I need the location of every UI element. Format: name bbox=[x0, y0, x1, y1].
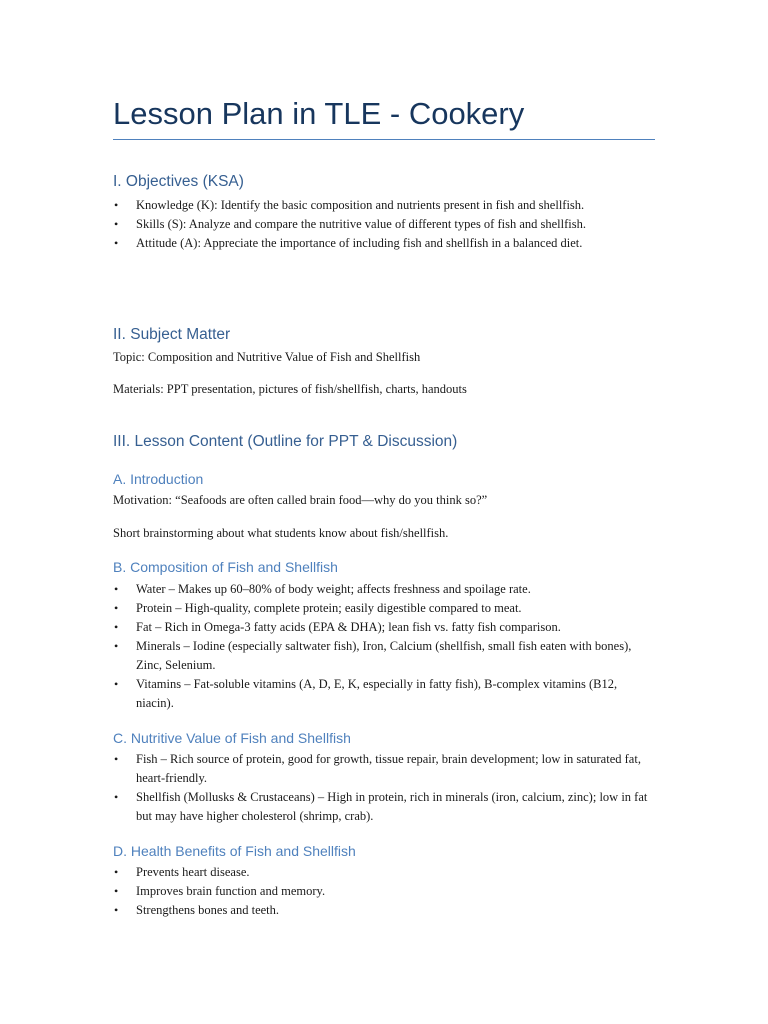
list-item: • Skills (S): Analyze and compare the nutritive value of different types of fish and shellfish. bbox=[113, 215, 655, 234]
list-item: • Improves brain function and memory. bbox=[113, 882, 655, 901]
document-title: Lesson Plan in TLE - Cookery bbox=[113, 96, 525, 131]
bullet-icon: • bbox=[114, 639, 119, 653]
bullet-icon: • bbox=[114, 620, 119, 634]
bullet-icon: • bbox=[114, 582, 119, 596]
list-item: • Shellfish (Mollusks & Crustaceans) – High in protein, rich in minerals (iron, calcium, zinc); low in fat but may have higher cholesterol (shrimp, crab). bbox=[114, 790, 648, 823]
lesson-content-heading: III. Lesson Content (Outline for PPT & Discussion) bbox=[113, 433, 458, 450]
bullet-icon: • bbox=[114, 601, 119, 615]
bullet-icon: • bbox=[114, 865, 119, 879]
list-item: • Knowledge (K): Identify the basic composition and nutrients present in fish and shellfish. bbox=[113, 196, 655, 215]
objectives-heading: I. Objectives (KSA) bbox=[113, 173, 244, 190]
objectives-list bbox=[113, 196, 655, 253]
bullet-icon: • bbox=[114, 903, 119, 917]
list-item: • Prevents heart disease. bbox=[113, 863, 655, 882]
introduction-heading: A. Introduction bbox=[113, 471, 204, 487]
list-item: • Fat – Rich in Omega-3 fatty acids (EPA & DHA); lean fish vs. fatty fish comparison. bbox=[113, 618, 655, 637]
list-item: • Minerals – Iodine (especially saltwater fish), Iron, Calcium (shellfish, small fish eaten with bones), Zinc, Selenium. bbox=[114, 639, 632, 672]
bullet-icon: • bbox=[114, 752, 119, 766]
benefits-heading: D. Health Benefits of Fish and Shellfish bbox=[113, 843, 356, 859]
benefits-list bbox=[113, 863, 655, 920]
list-item: • Vitamins – Fat-soluble vitamins (A, D, E, K, especially in fatty fish), B-complex vitamins (B12, niacin). bbox=[114, 677, 618, 710]
nutritive-list bbox=[113, 750, 655, 826]
bullet-icon: • bbox=[114, 236, 119, 250]
bullet-icon: • bbox=[114, 198, 119, 212]
subject-matter-heading: II. Subject Matter bbox=[113, 326, 231, 343]
motivation-text: Motivation: “Seafoods are often called brain food—why do you think so?” bbox=[113, 493, 488, 507]
bullet-icon: • bbox=[114, 884, 119, 898]
bullet-icon: • bbox=[114, 790, 119, 804]
topic-text: Topic: Composition and Nutritive Value of Fish and Shellfish bbox=[113, 350, 421, 364]
composition-heading: B. Composition of Fish and Shellfish bbox=[113, 559, 338, 575]
bullet-icon: • bbox=[114, 217, 119, 231]
list-item: • Protein – High-quality, complete protein; easily digestible compared to meat. bbox=[113, 599, 655, 618]
list-item: • Attitude (A): Appreciate the importance of including fish and shellfish in a balanced diet. bbox=[113, 234, 655, 253]
list-item: • Water – Makes up 60–80% of body weight; affects freshness and spoilage rate. bbox=[113, 580, 655, 599]
materials-text: Materials: PPT presentation, pictures of fish/shellfish, charts, handouts bbox=[113, 382, 467, 396]
bullet-icon: • bbox=[114, 677, 119, 691]
list-item: • Strengthens bones and teeth. bbox=[113, 901, 655, 920]
brainstorm-text: Short brainstorming about what students know about fish/shellfish. bbox=[113, 526, 449, 540]
composition-list bbox=[113, 580, 655, 713]
title-underline bbox=[113, 139, 655, 140]
nutritive-heading: C. Nutritive Value of Fish and Shellfish bbox=[113, 730, 351, 746]
list-item: • Fish – Rich source of protein, good for growth, tissue repair, brain development; low in saturated fat, heart-friendly. bbox=[114, 752, 641, 785]
